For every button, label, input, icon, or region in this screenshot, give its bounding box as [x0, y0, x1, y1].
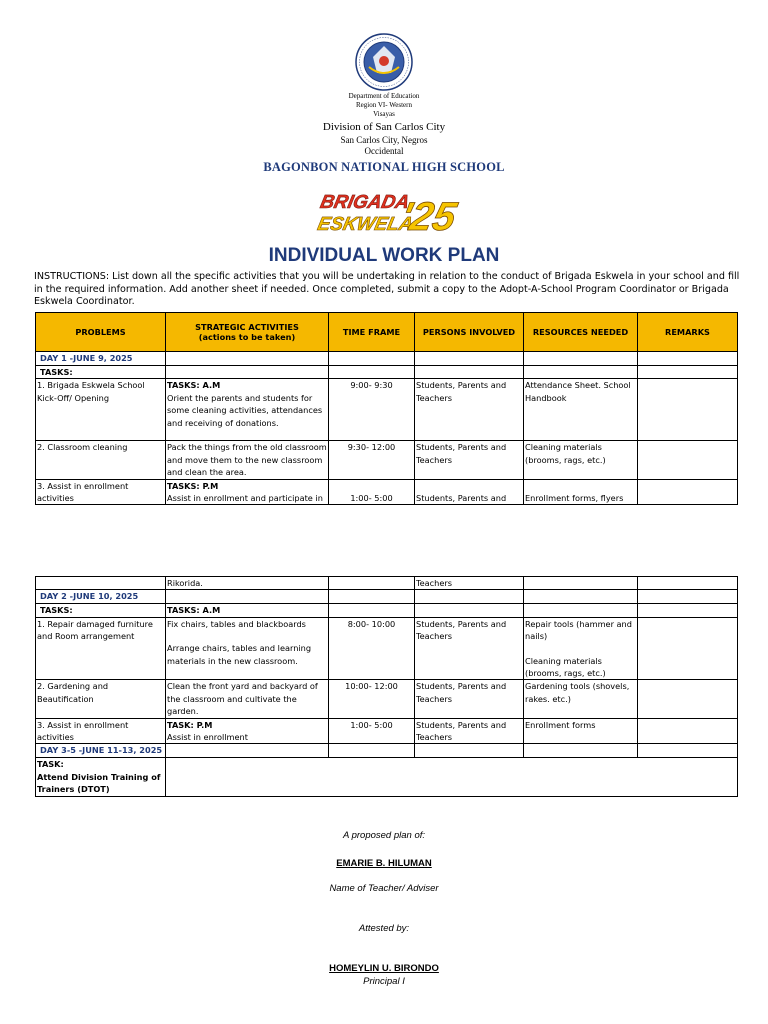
table-row	[36, 590, 738, 604]
table-row	[36, 479, 738, 505]
resources-cell: Enrollment forms, flyers	[524, 479, 638, 505]
resources-cell: Gardening tools (shovels, rakes. etc.)	[524, 680, 638, 718]
table-row	[36, 758, 738, 796]
teacher-name: EMARIE B. HILUMAN	[336, 858, 432, 869]
remarks-cell	[638, 617, 738, 680]
table-row	[36, 441, 738, 479]
activity-cell	[166, 479, 329, 505]
resources-cell	[524, 617, 638, 680]
table-row	[36, 577, 738, 590]
time-cell: 9:00- 9:30	[329, 379, 415, 441]
activity-text-2: Arrange chairs, tables and learning materials in the new classroom.	[167, 643, 312, 666]
col-problems: PROBLEMS	[36, 313, 166, 352]
table-row	[36, 352, 738, 366]
col-strategic-label: STRATEGIC ACTIVITIES	[195, 322, 299, 332]
day3-merged-cell	[166, 758, 738, 796]
col-remarks: REMARKS	[638, 313, 738, 352]
problem-cell: 2. Classroom cleaning	[36, 441, 166, 479]
time-cell: 9:30- 12:00	[329, 441, 415, 479]
table-header-row	[36, 313, 738, 352]
activity-cell: Pack the things from the old classroom and move them to the new classroom and clean the area.	[167, 442, 327, 478]
col-time-frame: TIME FRAME	[329, 313, 415, 352]
day1-tasks-label: TASKS:	[36, 366, 166, 379]
activity-cell	[166, 617, 329, 680]
activity-text: Fix chairs, tables and blackboards	[167, 618, 306, 629]
table-row	[36, 744, 738, 758]
header-region-2: Visayas	[373, 110, 395, 118]
principal-role: Principal I	[363, 976, 405, 987]
persons-cell: Students, Parents and Teachers	[415, 617, 524, 680]
header-region: Region VI- Western	[356, 101, 412, 109]
persons-cell: Students, Parents and Teachers	[415, 680, 524, 718]
school-name: BAGONBON NATIONAL HIGH SCHOOL	[263, 160, 505, 174]
work-plan-table-2	[35, 576, 738, 797]
remarks-cell	[638, 441, 738, 479]
resources-text-2: Cleaning materials (brooms, rags, etc.)	[525, 655, 606, 679]
table-row	[36, 366, 738, 379]
time-cell: 10:00- 12:00	[329, 680, 415, 718]
task-label: TASKS: A.M	[166, 604, 329, 617]
problem-cell: 3. Assist in enrollment activities	[36, 479, 166, 505]
header-division: Division of San Carlos City	[322, 121, 446, 133]
problem-cell: 3. Assist in enrollment activities	[36, 718, 166, 744]
header-city-2: Occidental	[364, 146, 404, 156]
remarks-cell	[638, 379, 738, 441]
activity-cell	[166, 379, 329, 441]
header-city: San Carlos City, Negros	[340, 135, 428, 145]
brigada-eskwela-logo	[312, 186, 462, 240]
header-dept: Department of Education	[348, 92, 420, 100]
remarks-cell	[638, 680, 738, 718]
table-row	[36, 680, 738, 718]
logo-eskwela-text: ESKWELA	[315, 214, 415, 235]
teacher-role: Name of Teacher/ Adviser	[329, 883, 439, 894]
day1-label: DAY 1 -JUNE 9, 2025	[36, 352, 166, 366]
persons-cell: Students, Parents and Teachers	[415, 718, 524, 744]
col-persons: PERSONS INVOLVED	[415, 313, 524, 352]
resources-cell: Enrollment forms	[524, 718, 638, 744]
instructions: INSTRUCTIONS: List down all the specific activities that you will be undertaking in relation to the conduct of Brigada Eskwela in your school and fill in the required information. Add another sheet if needed. Once completed, submit a copy to the Adopt-A-School Program Coordinator or Brigada Eskwela Coordinator.	[34, 271, 740, 308]
day2-tasks-label: TASKS:	[36, 604, 166, 617]
task-label: TASKS: A.M	[167, 380, 221, 391]
problem-cell: 2. Gardening and Beautification	[36, 680, 166, 718]
col-strategic	[166, 313, 329, 352]
day2-label: DAY 2 -JUNE 10, 2025	[36, 590, 166, 604]
time-cell: 1:00- 5:00	[329, 718, 415, 744]
remarks-cell	[638, 718, 738, 744]
persons-cell: Students, Parents and Teachers	[415, 441, 524, 479]
day3-label: DAY 3-5 -JUNE 11-13, 2025	[36, 744, 166, 758]
table-row	[36, 604, 738, 617]
logo-brigada-text: BRIGADA	[318, 192, 412, 213]
persons-cell: Students, Parents and	[415, 479, 524, 505]
resources-cell: Attendance Sheet. School Handbook	[524, 379, 638, 441]
persons-cell: Students, Parents and Teachers	[415, 379, 524, 441]
persons-cell: Teachers	[415, 577, 524, 590]
resources-cell: Cleaning materials (brooms, rags, etc.)	[524, 441, 638, 479]
problem-cell: 1. Repair damaged furniture and Room arrangement	[36, 617, 166, 680]
table-row	[36, 718, 738, 744]
activity-cell	[166, 718, 329, 744]
table-row	[36, 379, 738, 441]
col-strategic-sub: (actions to be taken)	[198, 332, 296, 342]
activity-text: Assist in enrollment and participate in	[167, 493, 323, 504]
day3-task-label: TASK:	[37, 759, 64, 770]
activity-text: Assist in enrollment	[167, 732, 248, 743]
day3-task-cell	[36, 758, 166, 796]
resources-text: Repair tools (hammer and nails)	[525, 618, 632, 642]
time-cell: 1:00- 5:00	[329, 479, 415, 505]
logo-year-text: '25	[396, 193, 461, 239]
problem-cell: 1. Brigada Eskwela School Kick-Off/ Opening	[36, 379, 166, 441]
activity-cell: Rikorida.	[166, 577, 329, 590]
work-plan-table-1	[35, 312, 738, 505]
task-label: TASK: P.M	[167, 719, 213, 730]
task-label: TASKS: P.M	[167, 480, 219, 491]
table-row	[36, 617, 738, 680]
principal-name: HOMEYLIN U. BIRONDO	[329, 963, 439, 974]
deped-seal-icon	[355, 33, 413, 91]
attested-label: Attested by:	[358, 923, 410, 934]
col-resources: RESOURCES NEEDED	[524, 313, 638, 352]
activity-cell: Clean the front yard and backyard of the classroom and cultivate the garden.	[166, 680, 329, 718]
remarks-cell	[638, 479, 738, 505]
activity-text: Orient the parents and students for some cleaning activities, attendances and receiving of donations.	[167, 392, 323, 428]
day3-activity: Attend Division Training of Trainers (DTOT)	[37, 771, 161, 795]
page-title: INDIVIDUAL WORK PLAN	[268, 245, 500, 266]
proposed-label: A proposed plan of:	[342, 830, 426, 841]
time-cell: 8:00- 10:00	[329, 617, 415, 680]
